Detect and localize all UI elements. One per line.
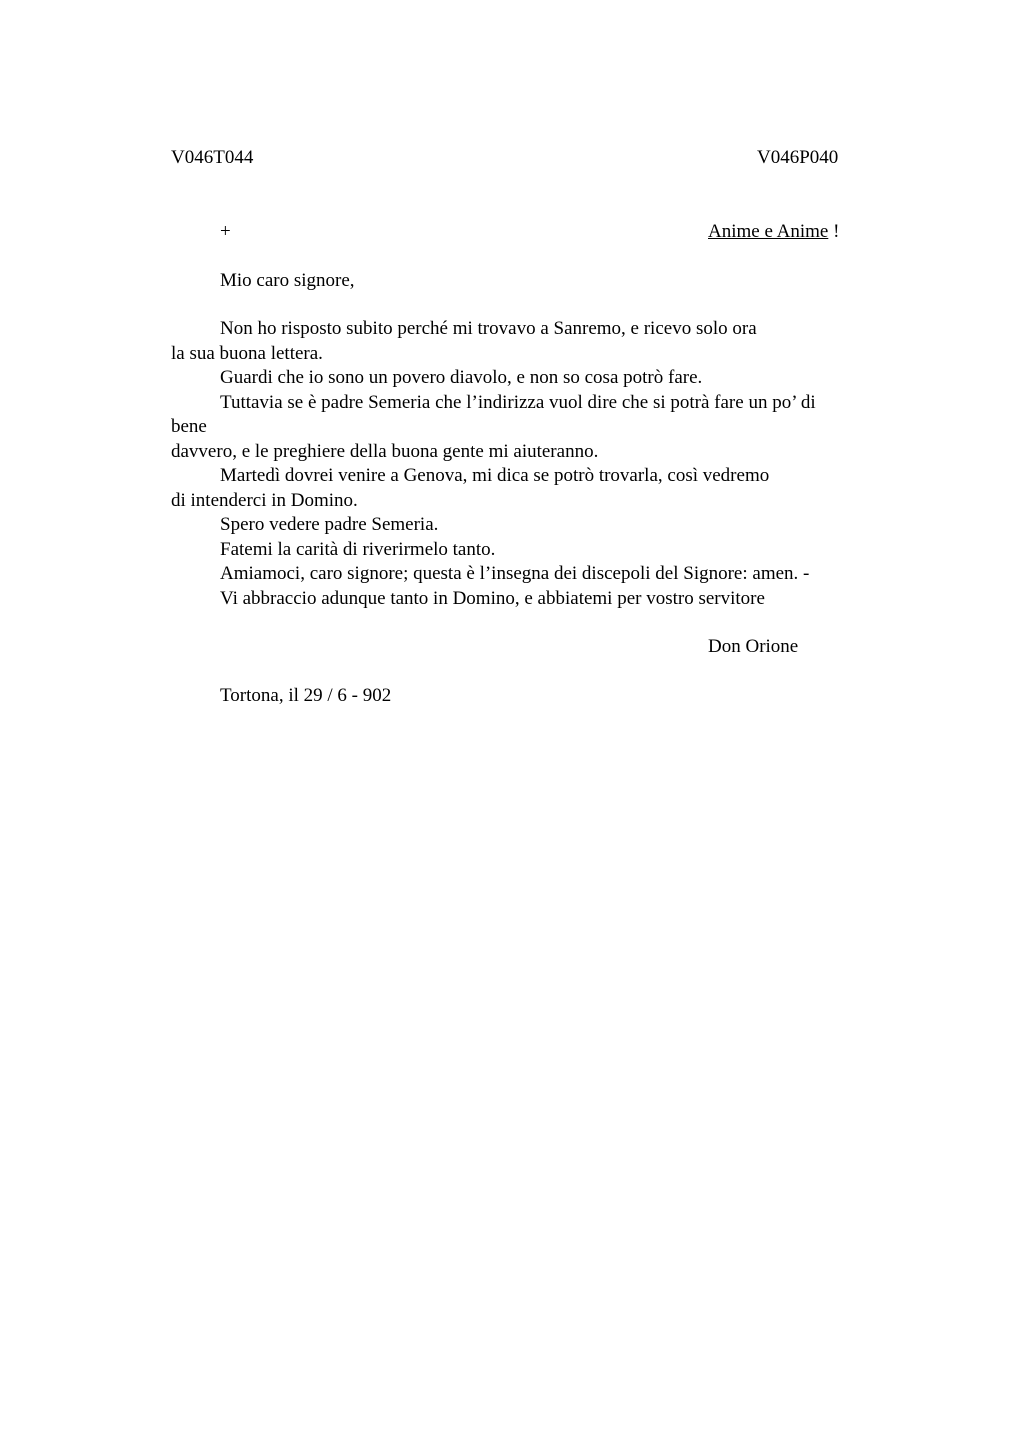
cross-mark: + <box>220 221 231 242</box>
body-line: Fatemi la carità di riverirmelo tanto. <box>220 539 496 560</box>
body-line: Vi abbraccio adunque tanto in Domino, e abbiatemi per vostro servitore <box>220 588 765 609</box>
body-line: la sua buona lettera. <box>171 343 323 364</box>
body-line: Non ho risposto subito perché mi trovavo a Sanremo, e ricevo solo ora <box>220 318 757 339</box>
body-line: Tuttavia se è padre Semeria che l’indirizza vuol dire che si potrà fare un po’ di <box>220 392 816 413</box>
body-line: di intenderci in Domino. <box>171 490 358 511</box>
header-left-code: V046T044 <box>171 147 254 168</box>
motto <box>708 220 839 244</box>
motto-suffix: ! <box>828 221 840 242</box>
body-line: Martedì dovrei venire a Genova, mi dica se potrò trovarla, così vedremo <box>220 465 770 486</box>
body-line: bene <box>171 416 207 437</box>
body-line: Guardi che io sono un povero diavolo, e non so cosa potrò fare. <box>220 367 703 388</box>
greeting: Mio caro signore, <box>220 270 355 291</box>
body-line: Amiamoci, caro signore; questa è l’insegna dei discepoli del Signore: amen. - <box>220 563 810 584</box>
header-right-code: V046P040 <box>757 147 839 168</box>
motto-text: Anime e Anime <box>708 221 829 242</box>
signature: Don Orione <box>708 636 799 657</box>
body-line: davvero, e le preghiere della buona gente mi aiuteranno. <box>171 441 599 462</box>
place-date: Tortona, il 29 / 6 - 902 <box>220 685 392 706</box>
body-line: Spero vedere padre Semeria. <box>220 514 439 535</box>
